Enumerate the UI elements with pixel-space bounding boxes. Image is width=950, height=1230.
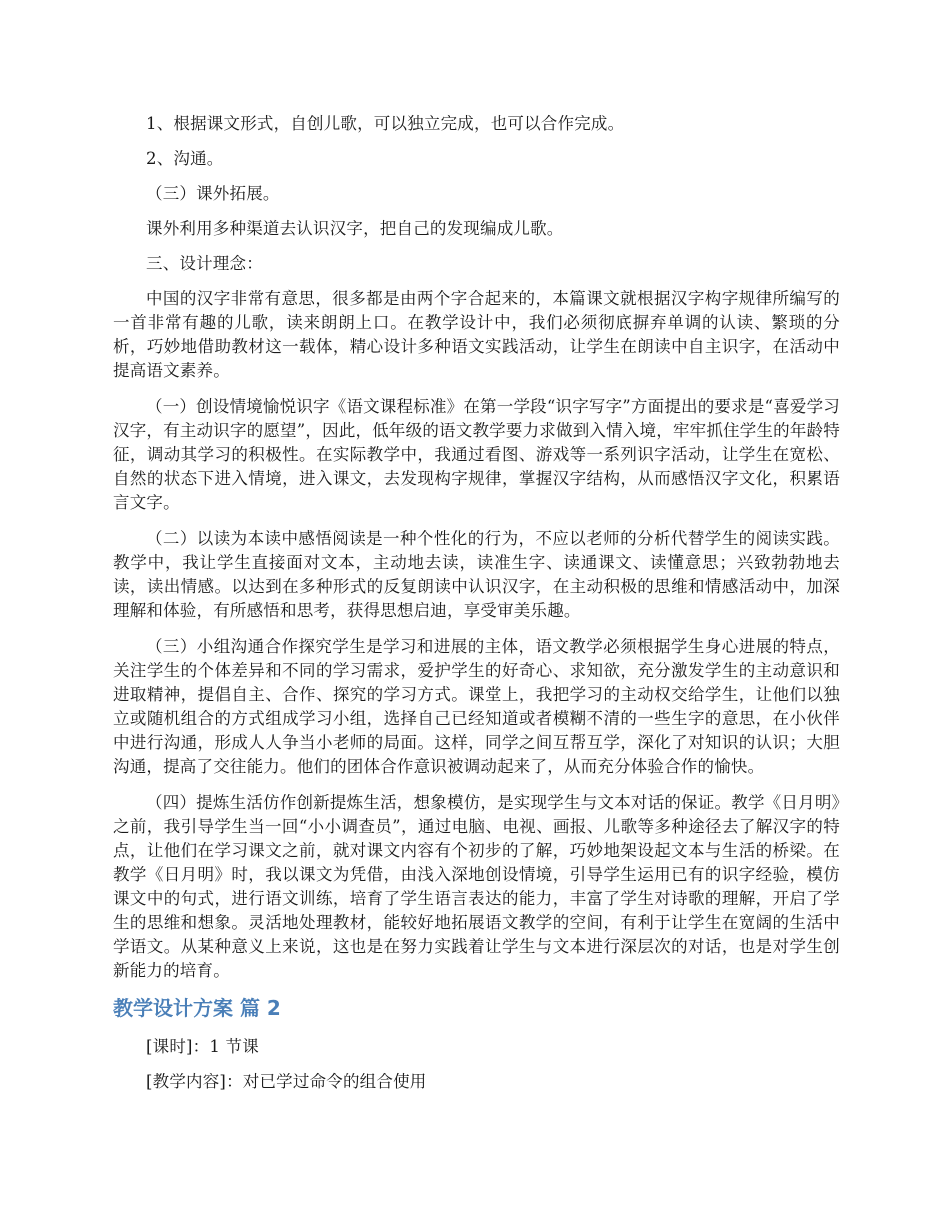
paragraph: （三）小组沟通合作探究学生是学习和进展的主体，语文教学必须根据学生身心进展的特点，关注学生的个体差异和不同的学习需求，爱护学生的好奇心、求知欲，充分激发学生的主动意识和进取精神，提倡自主、合作、探究的学习方式。课堂上，我把学习的主动权交给学生，让他们以独立或随机组合的方式组成学习小组，选择自己已经知道或者模糊不清的一些生字的意思，在小伙伴中进行沟通，形成人人争当小老师的局面。这样，同学之间互帮互学，深化了对知识的认识；大胆沟通，提高了交往能力。他们的团体合作意识被调动起来了，从而充分体验合作的愉快。 bbox=[113, 637, 840, 776]
paragraph: （四）提炼生活仿作创新提炼生活，想象模仿，是实现学生与文本对话的保证。教学《日月明》之前，我引导学生当一回“小小调查员”，通过电脑、电视、画报、儿歌等多种途径去了解汉字的特点，让他们在学习课文之前，就对课文内容有个初步的了解，巧妙地架设起文本与生活的桥梁。在教学《日月明》时，我以课文为凭借，由浅入深地创设情境，引导学生运用已有的识字经验，模仿课文中的句式，进行语文训练，培育了学生语言表达的能力，丰富了学生对诗歌的理解，开启了学生的思维和想象。灵活地处理教材，能较好地拓展语文教学的空间，有利于让学生在宽阔的生活中学语文。从某种意义上来说，这也是在努力实践着让学生与文本进行深层次的对话，也是对学生创新能力的培育。 bbox=[113, 793, 840, 980]
paragraph: （二）以读为本读中感悟阅读是一种个性化的行为，不应以老师的分析代替学生的阅读实践。教学中，我让学生直接面对文本，主动地去读，读准生字、读通课文、读懂意思；兴致勃勃地去读，读出情感。以达到在多种形式的反复朗读中认识汉字，在主动积极的思维和情感活动中，加深理解和体验，有所感悟和思考，获得思想启迪，享受审美乐趣。 bbox=[113, 529, 840, 620]
section-title: 三、设计理念： bbox=[146, 254, 263, 273]
document-body bbox=[113, 112, 840, 1105]
section-heading: 教学设计方案 篇 2 bbox=[113, 996, 281, 1020]
paragraph: [教学内容]：对已学过命令的组合使用 bbox=[146, 1072, 427, 1091]
paragraph: （三）课外拓展。 bbox=[146, 184, 280, 203]
paragraph: 中国的汉字非常有意思，很多都是由两个字合起来的，本篇课文就根据汉字构字规律所编写的一首非常有趣的儿歌，读来朗朗上口。在教学设计中，我们必须彻底摒弃单调的认读、繁琐的分析，巧妙地借助教材这一载体，精心设计多种语文实践活动，让学生在朗读中自主识字，在活动中提高语文素养。 bbox=[113, 289, 840, 380]
paragraph: （一）创设情境愉悦识字《语文课程标准》在第一学段“识字写字”方面提出的要求是“喜爱学习汉字，有主动识字的愿望”，因此，低年级的语文教学要力求做到入情入境，牢牢抓住学生的年龄特征，调动其学习的积极性。在实际教学中，我通过看图、游戏等一系列识字活动，让学生在宽松、自然的状态下进入情境，进入课文，去发现构字规律，掌握汉字结构，从而感悟汉字文化，积累语言文字。 bbox=[113, 397, 840, 512]
paragraph: 2、沟通。 bbox=[146, 149, 224, 168]
paragraph: [课时]：1 节课 bbox=[146, 1037, 259, 1056]
paragraph: 课外利用多种渠道去认识汉字，把自己的发现编成儿歌。 bbox=[146, 219, 564, 238]
paragraph: 1、根据课文形式，自创儿歌，可以独立完成，也可以合作完成。 bbox=[146, 114, 625, 133]
